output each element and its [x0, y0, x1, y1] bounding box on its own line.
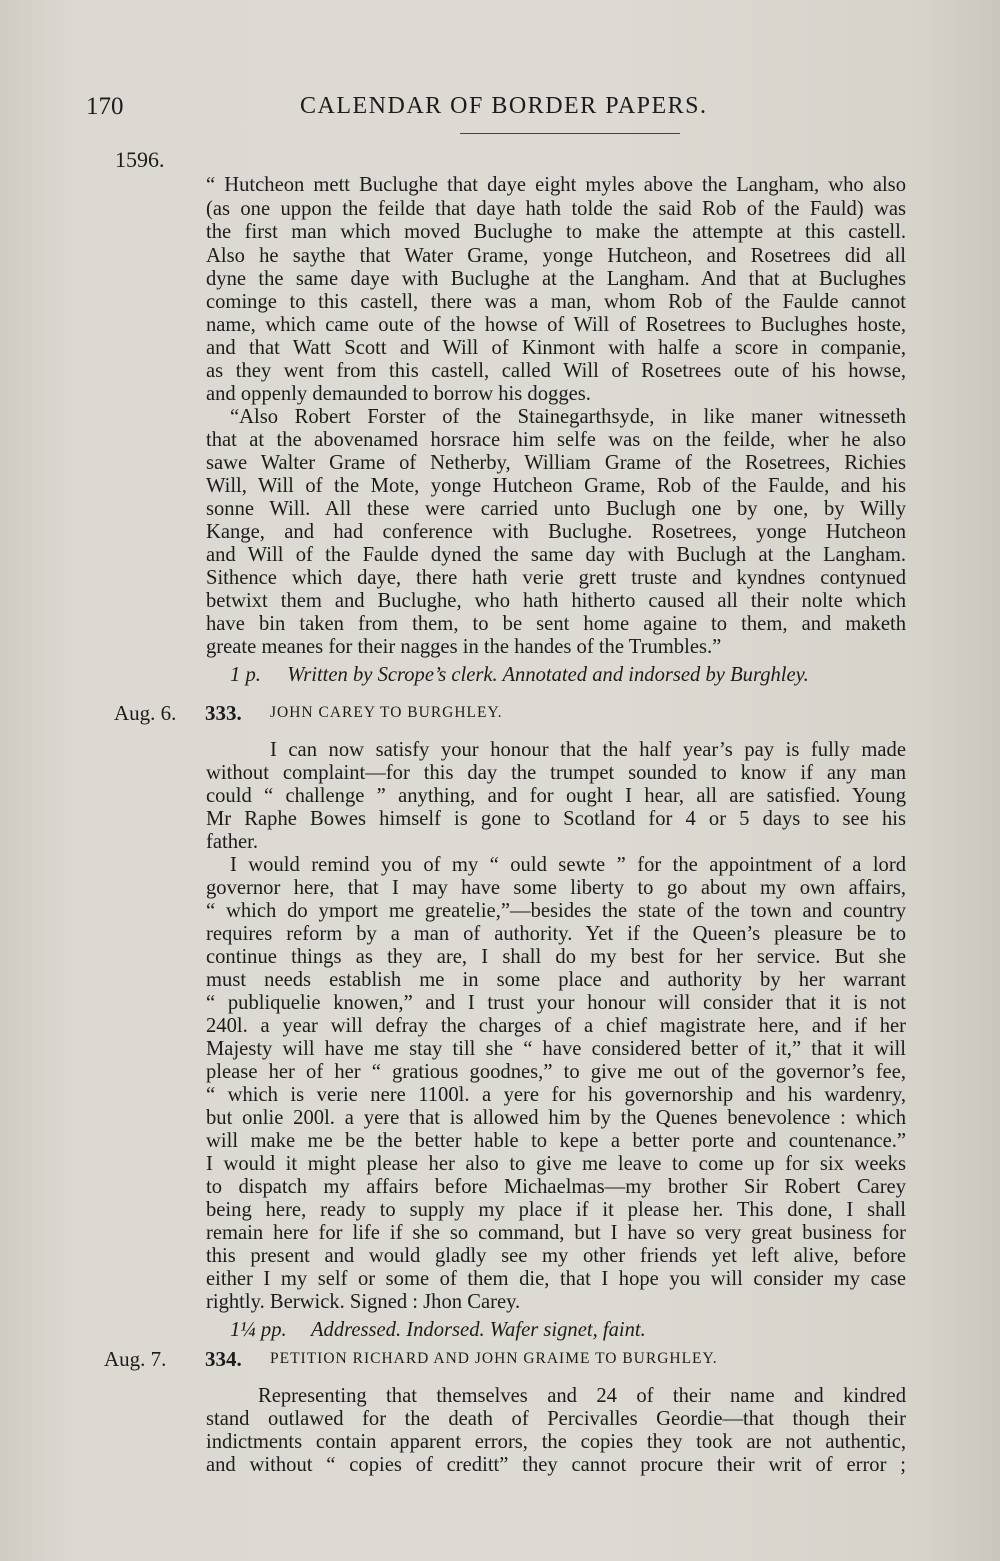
- text-line: Will, Will of the Mote, yonge Hutcheon Grame, Rob of the Faulde, and his: [206, 475, 906, 497]
- text-line: Mr Raphe Bowes himself is gone to Scotland for 4 or 5 days to see his: [206, 808, 906, 830]
- text-line: requires reform by a man of authority. Yet if the Queen’s pleasure be to: [206, 923, 906, 945]
- entry-number: 333.: [205, 701, 242, 725]
- text-line: Kange, and had conference with Buclughe. Rosetrees, yonge Hutcheon: [206, 521, 906, 543]
- text-line: could “ challenge ” anything, and for ought I hear, all are satisfied. Young: [206, 785, 906, 807]
- text-line: and Will of the Faulde dyned the same day with Buclugh at the Langham.: [206, 544, 906, 566]
- endnote-text: Addressed. Indorsed. Wafer signet, faint.: [310, 1319, 646, 1341]
- entry-date: Aug. 6.: [114, 701, 177, 725]
- text-line: Also he saythe that Water Grame, yonge Hutcheon, and Rosetrees did all: [206, 245, 906, 267]
- text-line: I can now satisfy your honour that the half year’s pay is fully made: [270, 739, 906, 761]
- endnote: [230, 664, 809, 687]
- text-line: “ Hutcheon mett Buclughe that daye eight myles above the Langham, who also: [206, 174, 906, 196]
- text-line: betwixt them and Buclughe, who hath hitherto caused all their nolte which: [206, 590, 906, 612]
- text-line: I would remind you of my “ ould sewte ” for the appointment of a lord: [230, 854, 906, 876]
- endnote-text: Written by Scrope’s clerk. Annotated and indorsed by Burghley.: [287, 664, 809, 686]
- endnote: [230, 1319, 646, 1342]
- text-line: rightly. Berwick. Signed : Jhon Carey.: [206, 1291, 521, 1313]
- text-line: Representing that themselves and 24 of their name and kindred: [258, 1385, 906, 1407]
- text-line: “ which do ymport me greatelie,”—besides the state of the town and country: [206, 900, 906, 922]
- text-line: Majesty will have me stay till she “ have considered better of it,” that it will: [206, 1038, 906, 1060]
- text-line: being here, ready to supply my place if it please her. This done, I shall: [206, 1199, 906, 1221]
- header-rule: [460, 133, 680, 134]
- text-line: without complaint—for this day the trumpet sounded to know if any man: [206, 762, 906, 784]
- text-line: to dispatch my affairs before Michaelmas—my brother Sir Robert Carey: [206, 1176, 906, 1198]
- text-line: the first man which moved Buclughe to make the attempte at this castell.: [206, 221, 906, 243]
- text-line: greate meanes for their nagges in the handes of the Trumbles.”: [206, 636, 722, 658]
- entry-heading: PETITION RICHARD AND JOHN GRAIME TO BURGHLEY.: [270, 1350, 718, 1367]
- text-line: sonne Will. All these were carried unto Buclugh one by one, by Willy: [206, 498, 906, 520]
- text-line: will make me be the better hable to kepe a better porte and countenance.”: [206, 1130, 906, 1152]
- text-line: indictments contain apparent errors, the copies they took are not authentic,: [206, 1431, 906, 1453]
- entry-heading: JOHN CAREY TO BURGHLEY.: [270, 704, 503, 721]
- text-line: “ publiquelie knowen,” and I trust your honour will consider that it is not: [206, 992, 906, 1014]
- text-line: “Also Robert Forster of the Stainegarthsyde, in like maner witnesseth: [230, 406, 906, 428]
- text-line: please her of her “ gratious goodnes,” to give me out of the governor’s fee,: [206, 1061, 906, 1083]
- text-line: (as one uppon the feilde that daye hath tolde the said Rob of the Fauld) was: [206, 198, 906, 220]
- endnote-size: 1¼ pp.: [230, 1319, 287, 1341]
- text-line: this present and would gladly see my other friends yet left alive, before: [206, 1245, 906, 1267]
- text-line: cominge to this castell, there was a man, whom Rob of the Faulde cannot: [206, 291, 906, 313]
- text-line: remain here for life if she so command, but I have so very great business for: [206, 1222, 906, 1244]
- text-line: continue things as they are, I shall do my best for her service. But she: [206, 946, 906, 968]
- text-line: dyne the same daye with Buclughe at the Langham. And that at Buclughes: [206, 268, 906, 290]
- endnote-size: 1 p.: [230, 664, 261, 686]
- text-line: and without “ copies of creditt” they cannot procure their writ of error ;: [206, 1454, 906, 1476]
- text-line: name, which came oute of the howse of Will of Rosetrees to Buclughes hoste,: [206, 314, 906, 336]
- text-line: as they went from this castell, called Will of Rosetrees oute of his howse,: [206, 360, 906, 382]
- text-line: father.: [206, 831, 259, 853]
- entry-date: Aug. 7.: [104, 1347, 167, 1371]
- text-line: and oppenly demaunded to borrow his dogges.: [206, 383, 591, 405]
- page-number: 170: [86, 93, 124, 120]
- running-title: CALENDAR OF BORDER PAPERS.: [300, 93, 708, 119]
- text-line: 240l. a year will defray the charges of a chief magistrate here, and if her: [206, 1015, 906, 1037]
- text-line: I would it might please her also to give me leave to come up for six weeks: [206, 1153, 906, 1175]
- text-line: and that Watt Scott and Will of Kinmont with halfe a score in companie,: [206, 337, 906, 359]
- text-line: must needs establish me in some place and authority by her warrant: [206, 969, 906, 991]
- text-line: governor here, that I may have some liberty to go about my own affairs,: [206, 877, 906, 899]
- entry-number: 334.: [205, 1347, 242, 1371]
- text-line: “ which is verie nere 1100l. a yere for his governorship and his wardenry,: [206, 1084, 906, 1106]
- text-line: that at the abovenamed horsrace him selfe was on the feilde, wher he also: [206, 429, 906, 451]
- margin-year: 1596.: [115, 147, 165, 172]
- text-line: stand outlawed for the death of Percivalles Geordie—that though their: [206, 1408, 906, 1430]
- text-line: have bin taken from them, to be sent home againe to them, and maketh: [206, 613, 906, 635]
- text-line: either I my self or some of them die, that I hope you will consider my case: [206, 1268, 906, 1290]
- text-line: sawe Walter Grame of Netherby, William Grame of the Rosetrees, Richies: [206, 452, 906, 474]
- text-line: but onlie 200l. a yere that is allowed him by the Quenes benevolence : which: [206, 1107, 906, 1129]
- text-line: Sithence which daye, there hath verie grett truste and kyndnes contynued: [206, 567, 906, 589]
